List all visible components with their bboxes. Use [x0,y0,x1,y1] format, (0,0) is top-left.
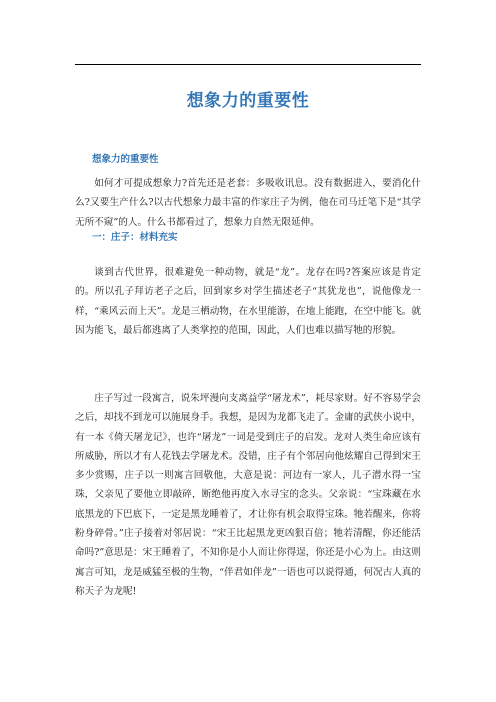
document-page [75,0,421,702]
paragraph-intro: 如何才可提成想象力?首先还是老套：多吸收讯息。没有数据进入，要消化什么?又要生产什么?以古代想象力最丰富的作家庄子为例，他在司马迁笔下是“其学无所不窥”的人。什么书都看过了，想象力自然无限延伸。 [75,178,421,228]
section-heading: 一：庄子：材料充实 [92,232,178,243]
document-title: 想象力的重要性 [186,91,310,111]
paragraph-parable: 庄子写过一段寓言，说朱坪漫向支离益学“屠龙术”，耗尽家财。好不容易学会之后，却找不到龙可以施展身手。我想，是因为龙都飞走了。金庸的武侠小说中，有一本《倚天屠龙记》，也许“屠龙”一词是受到庄子的启发。龙对人类生命应该有所威胁，所以才有人花钱去学屠龙术。没错，庄子有个邻居向他炫耀自己得到宋王多少赏赐，庄子以一则寓言回敬他，大意是说：河边有一家人，儿子潜水得一宝珠，父亲见了要他立即敲碎，断绝他再度入水寻宝的念头。父亲说：“宝珠藏在水底黑龙的下巴底下，一定是黑龙睡着了，才让你有机会取得宝珠。牠若醒来，你将粉身碎骨。”庄子接着对邻居说：“宋王比起黑龙更凶狠百倍；牠若清醒，你还能活命吗?”意思是：宋王睡着了，不知你是小人而让你得逞，你还是小心为上。由这则寓言可知，龙是威猛至极的生物，“伴君如伴龙”一语也可以说得通，何况古人真的称天子为龙呢! [75,393,421,597]
header-rule [75,64,421,65]
paragraph-dragon: 谈到古代世界，很难避免一种动物，就是“龙”。龙存在吗?答案应该是肯定的。所以孔子拜访老子之后，回到家乡对学生描述老子“其犹龙也”，说他像龙一样，“乘风云而上天”。龙是三栖动物，在水里能游，在地上能跑，在空中能飞。就因为能飞，最后都逃离了人类掌控的范围，因此，人们也难以描写牠的形貌。 [75,267,421,336]
document-subtitle: 想象力的重要性 [92,154,159,165]
